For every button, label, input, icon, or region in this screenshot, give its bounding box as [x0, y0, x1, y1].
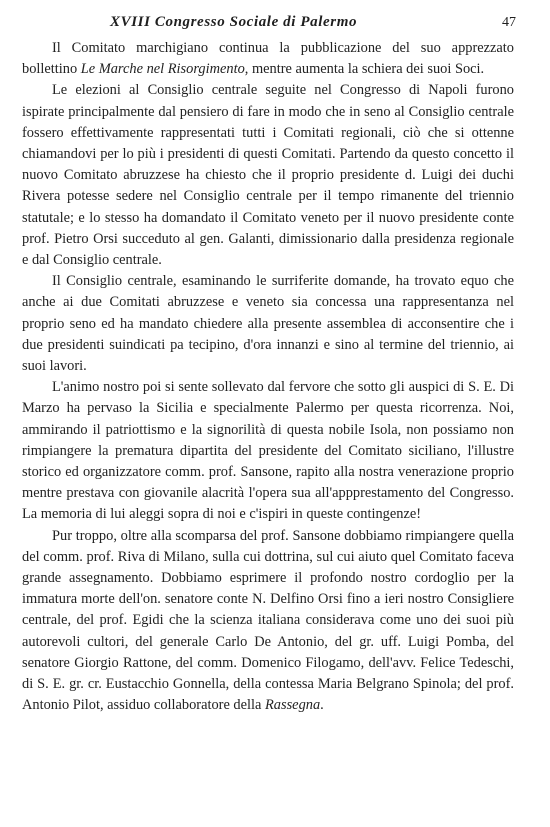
- journal-title: Rassegna: [265, 697, 321, 714]
- paragraph-council-decision: Il Consiglio centrale, esaminando le surriferite domande, ha trovato equo che anche ai due Comitati abruzzese e veneto sia concessa una rappresentanza nel proprio seno ed ha mandato chiedere alla presente assemblea di acconsentire che i due presidenti suindicati pa tecipino, d'ora innanzi e sino al termine del triennio, ai suoi lavori.: [22, 273, 514, 375]
- page-number: 47: [502, 15, 516, 30]
- bulletin-title: Le Marche nel Risorgimento: [80, 61, 245, 78]
- paragraph-obituaries-end: .: [320, 697, 324, 714]
- paragraph-obituaries: [22, 526, 514, 717]
- paragraph-marche: [22, 38, 514, 80]
- paragraph-marche-text-start: Il Comitato marchigiano continua la pubblicazione del suo apprezzato bollettino: [22, 40, 514, 78]
- paragraph-marche-text-end: , mentre aumenta la schiera dei suoi Soci.: [244, 61, 485, 78]
- paragraph-elections: Le elezioni al Consiglio centrale seguite nel Congresso di Napoli furono ispirate principalmente dal pensiero di fare in modo che in seno al Consiglio centrale fossero effettivamente rappresentati tutti i Comitati regionali, ciò che si ottenne chiamandovi per lo più i presidenti di questi Comitati. Partendo da questo concetto il nuovo Comitato abruzzese ha chiesto che il proprio presidente d. Luigi dei duchi Rivera potesse sedere nel Consiglio centrale per il tempo rimanente del triennio statutale; e lo stesso ha domandato il Comitato veneto per il nuovo presidente conte prof. Pietro Orsi succeduto al gen. Galanti, dimissionario dalla presidenza regionale e dal Consiglio centrale.: [22, 82, 514, 269]
- paragraph-sicily: L'animo nostro poi si sente sollevato dal fervore che sotto gli auspici di S. E. Di Marzo ha pervaso la Sicilia e specialmente Palermo per questa ricorrenza. Noi, ammirando il patriottismo e la signorilità di questa nobile Isola, non possiamo non rimpiangere la prematura dipartita del presidente del Comitato siciliano, l'illustre storico ed organizzatore comm. prof. Sansone, rapito alla nostra venerazione proprio mentre prestava con giovanile alacrità l'opera sua all'appprestamento del Congresso. La memoria di lui aleggi sopra di noi e c'ispiri in queste contingenze!: [22, 379, 514, 523]
- body-text: [22, 38, 514, 717]
- paragraph-obituaries-text: Pur troppo, oltre alla scomparsa del prof. Sansone dobbiamo rimpiangere quella del comm. prof. Riva di Milano, sulla cui dottrina, sul cui aiuto quel Comitato faceva grande assegnamento. Dobbiamo esprimere il profondo nostro cordoglio per la immatura morte dell'on. senatore conte N. Delfino Orsi fino a ieri nostro Consigliere centrale, del prof. Egidi che la scienza italiana considerava come uno dei suoi più autorevoli cultori, del generale Carlo De Antonio, del gr. uff. Luigi Pomba, del senatore Giorgio Rattone, del comm. Domenico Filogamo, dell'avv. Felice Tedeschi, di S. E. gr. cr. Eustacchio Gonnella, della contessa Maria Belgrano Spinola; del prof. Antonio Pilot, assiduo collaboratore della: [22, 527, 514, 714]
- running-title: XVIII Congresso Sociale di Palermo: [110, 14, 358, 30]
- running-head: [78, 14, 516, 34]
